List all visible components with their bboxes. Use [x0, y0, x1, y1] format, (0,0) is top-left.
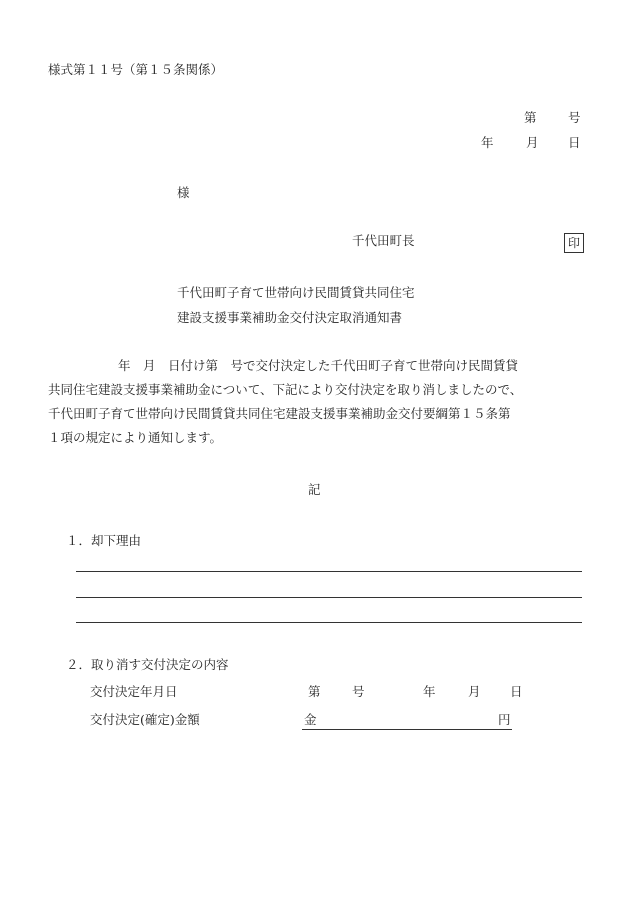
amount-kin: 金 [304, 712, 317, 727]
reason-line-3 [76, 622, 582, 623]
seal-mark: 印 [564, 233, 584, 253]
section2-heading: ２．取り消す交付決定の内容 [66, 657, 229, 672]
date-day: 日 [568, 135, 581, 150]
body-line-1: 年 月 日付け第 号で交付決定した千代田町子育て世帯向け民間賃貸 [118, 358, 519, 373]
decision-year: 年 [423, 684, 436, 699]
reason-line-1 [76, 571, 582, 572]
decision-date-label: 交付決定年月日 [90, 684, 178, 699]
document-title-line2: 建設支援事業補助金交付決定取消通知書 [177, 310, 403, 325]
doc-number-dai: 第 [524, 110, 537, 125]
addressee-honorific: 様 [177, 185, 190, 200]
section1-heading: １．却下理由 [66, 533, 142, 548]
form-number: 様式第１１号（第１５条関係） [48, 62, 224, 77]
decision-dai: 第 [308, 684, 321, 699]
amount-label: 交付決定(確定)金額 [90, 712, 200, 727]
body-line-3: 千代田町子育て世帯向け民間賃貸共同住宅建設支援事業補助金交付要綱第１５条第 [48, 406, 511, 421]
body-line-2: 共同住宅建設支援事業補助金について、下記により交付決定を取り消しましたので、 [48, 382, 523, 397]
sender-name: 千代田町長 [352, 233, 415, 248]
decision-month: 月 [468, 684, 481, 699]
amount-underline [302, 729, 512, 730]
date-year: 年 [481, 135, 494, 150]
decision-day: 日 [510, 684, 523, 699]
body-line-4: １項の規定により通知します。 [48, 430, 223, 445]
decision-go: 号 [352, 684, 365, 699]
reason-line-2 [76, 597, 582, 598]
document-title-line1: 千代田町子育て世帯向け民間賃貸共同住宅 [177, 285, 415, 300]
doc-number-go: 号 [568, 110, 581, 125]
ki-heading: 記 [308, 482, 321, 497]
amount-yen: 円 [498, 712, 511, 727]
date-month: 月 [526, 135, 539, 150]
